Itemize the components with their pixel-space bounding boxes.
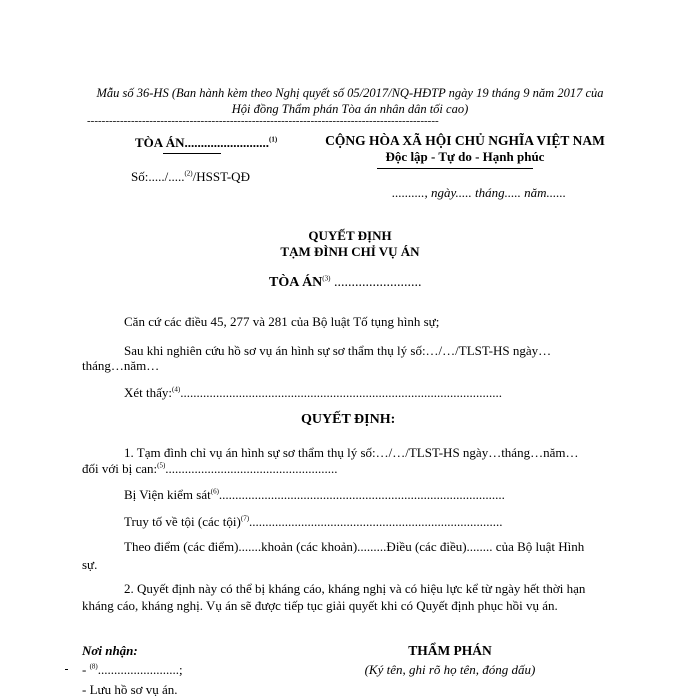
- motto-underline: [377, 168, 533, 169]
- court-name-underline: [163, 153, 221, 154]
- item2-line1: 2. Quyết định này có thể bị kháng cáo, kháng nghị và có hiệu lực kể từ ngày hết thời hạn: [124, 581, 586, 596]
- court-name: TÒA ÁN..........................$^{(1)}$: [135, 135, 278, 150]
- clause-line1: Theo điểm (các điểm).......khoản (các khoản).........Điều (các điều)........ của Bộ luật Hình: [124, 539, 585, 554]
- clause-line2: sự.: [82, 557, 98, 572]
- item2-line2: kháng cáo, kháng nghị. Vụ án sẽ được tiếp tục giải quyết khi có Quyết định phục hồi vụ án.: [82, 598, 558, 613]
- national-motto: Độc lập - Tự do - Hạnh phúc: [385, 149, 545, 164]
- finding-line: Xét thấy:$^{(4)}$...................................................................................................: [124, 385, 502, 400]
- dashed-separator: ------------------------------------------------------------------------------------------------: [87, 115, 439, 127]
- procuracy-line: Bị Viện kiểm sát$^{(6)}$........................................................................................: [124, 487, 505, 502]
- form-note-line1: Mẫu số 36-HS (Ban hành kèm theo Nghị quyết số 05/2017/NQ-HĐTP ngày 19 tháng 9 năm 2017 của: [96, 86, 604, 100]
- signer-title: THẨM PHÁN: [408, 643, 492, 658]
- decision-title: QUYẾT ĐỊNH: [308, 228, 392, 243]
- court-heading: TÒA ÁN$^{(3)}$ .........................: [269, 274, 422, 290]
- signer-note: (Ký tên, ghi rõ họ tên, đóng dấu): [364, 662, 536, 677]
- recipients-label: Nơi nhận:: [82, 643, 138, 658]
- recipient1-bullet: [65, 669, 68, 670]
- legal-basis: Căn cứ các điều 45, 277 và 281 của Bộ luật Tố tụng hình sự;: [124, 314, 440, 329]
- decision-subtitle: TẠM ĐÌNH CHỈ VỤ ÁN: [280, 244, 420, 259]
- review-line1: Sau khi nghiên cứu hồ sơ vụ án hình sự sơ thẩm thụ lý số:…/…/TLST-HS ngày…: [124, 343, 552, 358]
- item1-line2: đối với bị can:$^{(5)}$.....................................................: [82, 461, 338, 476]
- recipient2: - Lưu hồ sơ vụ án.: [82, 682, 178, 697]
- national-title: CỘNG HÒA XÃ HỘI CHỦ NGHĨA VIỆT NAM: [325, 133, 605, 148]
- review-line2: tháng…năm…: [82, 358, 160, 373]
- form-note-line2: Hội đồng Thẩm phán Tòa án nhân dân tối cao): [231, 102, 469, 116]
- decision-number: Số:...../.....$^{(2)}$/HSST-QĐ: [131, 169, 250, 184]
- decision-heading: QUYẾT ĐỊNH:: [301, 412, 396, 427]
- item1-line1: 1. Tạm đình chỉ vụ án hình sự sơ thẩm thụ lý số:…/…/TLST-HS ngày…tháng…năm…: [124, 445, 579, 460]
- charge-line: Truy tố về tội (các tội)$^{(7)}$..............................................................................: [124, 514, 503, 529]
- recipient1: - $^{(8)}$.........................;: [82, 662, 183, 677]
- issue-date: .........., ngày..... tháng..... năm......: [392, 185, 567, 200]
